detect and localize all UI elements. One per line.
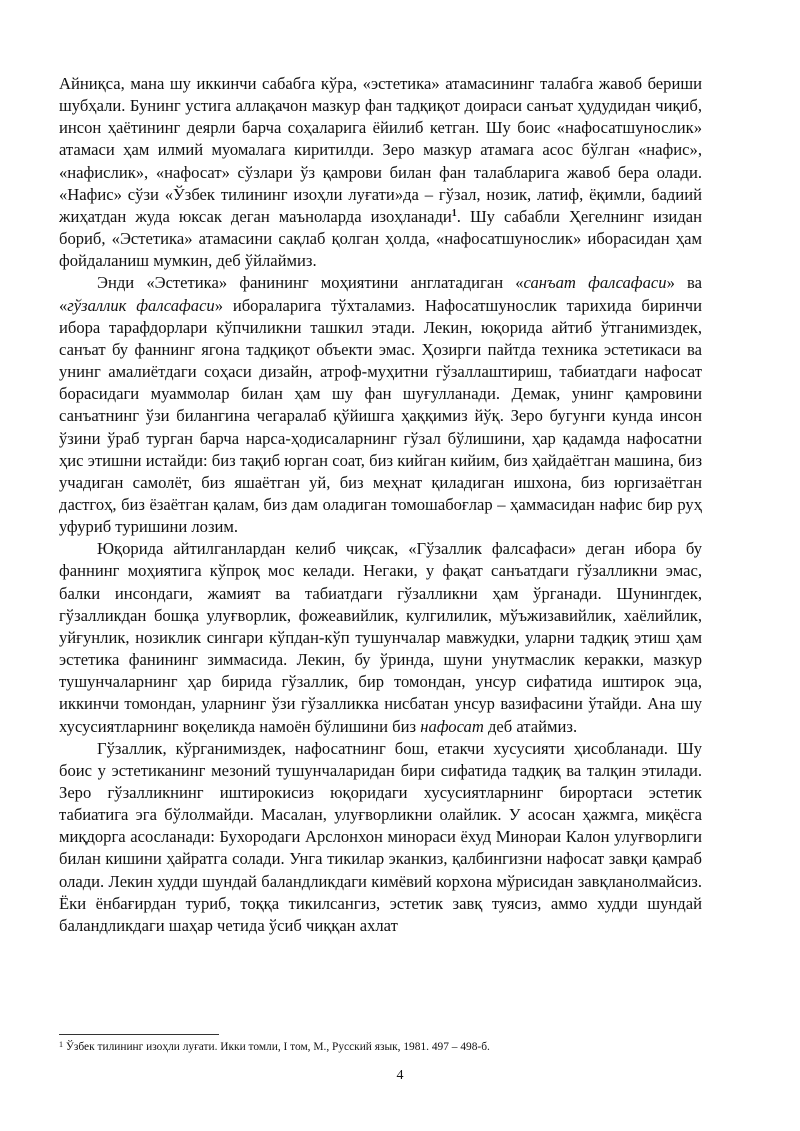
paragraph-1-tail: . Шу сабабли Ҳегелнинг изидан бориб, «Эстетика» атамасини сақлаб қолган ҳолда, «нафосатшунослик» иборасидан ҳам фойдаланиш мумкин, деб ўйлаймиз. [59, 206, 702, 271]
footnote [59, 1040, 702, 1054]
page-body [59, 73, 702, 937]
footnote-mark: 1 [59, 1040, 63, 1049]
paragraph-2-start: Энди «Эстетика» фанининг моҳиятини англатадиган « [97, 273, 524, 293]
emphasis-beauty-philosophy: гўзаллик фалсафаси [67, 295, 215, 315]
emphasis-nafosat: нафосат [420, 716, 484, 736]
footnote-divider [59, 1034, 219, 1035]
paragraph-3-start: Юқорида айтилганлардан келиб чиқсак, «Гўзаллик фалсафаси» деган ибора бу фаннинг моҳиятига кўпроқ мос келади. Негаки, у фақат санъатдаги гўзалликни эмас, балки инсондаги, жамият ва табиатдаги гўзалликни ҳам ўрганади. Шунингдек, гўзалликдан бошқа улуғворлик, фожеавийлик, кулгилилик, мўъжизавийлик, хаёлийлик, уйғунлик, нозиклик сингари кўпдан-кўп тушунчалар мавжудки, уларни тадқиқ этиш ҳам эстетика фанининг зиммасида. Лекин, бу ўринда, шуни унутмаслик керакки, мазкур тушунчаларнинг ҳар бирида гўзаллик, бир томондан, унсур сифатида иштирок эца, иккинчи томондан, уларнинг ўзи гўзалликка нисбатан унсур вазифасини ўтайди. Ана шу хусусиятларнинг воқеликда намоён бўлишини биз [59, 539, 702, 736]
paragraph-3-end: деб атаймиз. [483, 716, 578, 736]
emphasis-art-philosophy: санъат фалсафаси [523, 273, 667, 293]
paragraph-2-rest: » ибораларига тўхталамиз. Нафосатшунослик тарихида биринчи ибора тарафдорлари кўпчиликни ташкил этади. Лекин, юқорида айтиб ўтганимиздек, санъат бу фаннинг ягона тадқиқот объекти эмас. Ҳозирги пайтда техника эстетикаси ва унинг амалиётдаги соҳаси дизайн, атроф-муҳитни гўзаллаштириш, табиатдаги нафосат борасидаги муаммолар билан ҳам шу фан шуғулланади. Демак, унинг қамровини санъатнинг ўзи билангина чегаралаб қўйишга ҳаққимиз йўқ. Зеро бугунги кунда инсон ўзини ўраб турган барча нарса-ҳодисаларнинг гўзал бўлишини, ҳар қадамда нафосатни ҳис этишни истайди: биз тақиб юрган соат, биз кийган кийим, биз ҳайдаётган машина, биз учадиган самолёт, биз яшаётган уй, биз меҳнат қиладиган ишхона, биз юргизаётган дастгоҳ, биз ёзаётган қалам, биз дам оладиган томошабоғлар – ҳаммасидан нафис бир руҳ уфуриб туришини лозим. [59, 295, 702, 537]
paragraph-1-text: Айниқса, мана шу иккинчи сабабга кўра, «эстетика» атамасининг талабга жавоб бериши шубҳали. Бунинг устига аллақачон мазкур фан тадқиқот доираси санъат ҳудудидан чиқиб, инсон ҳаётининг деярли барча соҳаларига ёйилиб кетган. Шу боис «нафосатшунослик» атамаси ҳам илмий муомалага киритилди. Зеро мазкур атамага асос бўлган «нафис», «нафислик», «нафосат» сўзлари ўз қамрови билан фан талабларига жавоб бера олади. «Нафис» сўзи «Ўзбек тилининг изоҳли луғати»да – гўзал, нозик, латиф, ёқимли, бадиий жиҳатдан жуда юксак деган маъноларда изоҳланади [59, 74, 702, 226]
page-number: 4 [396, 1068, 404, 1083]
paragraph-1 [59, 73, 702, 272]
paragraph-2 [59, 272, 702, 538]
paragraph-3 [59, 538, 702, 737]
footnote-reference[interactable]: 1 [451, 207, 457, 219]
paragraph-2-mid: » ва « [59, 273, 703, 315]
paragraph-4: Гўзаллик, кўрганимиздек, нафосатнинг бош, етакчи хусусияти ҳисобланади. Шу боис у эстетиканинг мезоний тушунчаларидан бири сифатида тадқиқ ва талқин этилади. Зеро гўзалликнинг иштирокисиз юқоридаги хусусиятларнинг бирортаси эстетик табиатига эга бўлолмайди. Масалан, улуғворликни олайлик. У асосан ҳажмга, миқёсга миқдорга асосланади: Бухородаги Арслонхон минораси ёхуд Минораи Калон улуғворлиги билан кишини ҳайратга солади. Унга тикилар эканкиз, қалбингизни нафосат завқи қамраб олади. Лекин худди шундай баландликдаги кимёвий корхона мўрисидан завқланолмайсиз. Ёки ёнбағирдан туриб, тоққа тикилсангиз, эстетик завқ туясиз, аммо худди шундай баландликдаги шаҳар четида ўсиб чиққан ахлат [59, 738, 702, 935]
footnote-text: Ўзбек тилининг изоҳли луғати. Икки томли, I том, М., Русский язык, 1981. 497 – 498-б. [63, 1041, 490, 1053]
